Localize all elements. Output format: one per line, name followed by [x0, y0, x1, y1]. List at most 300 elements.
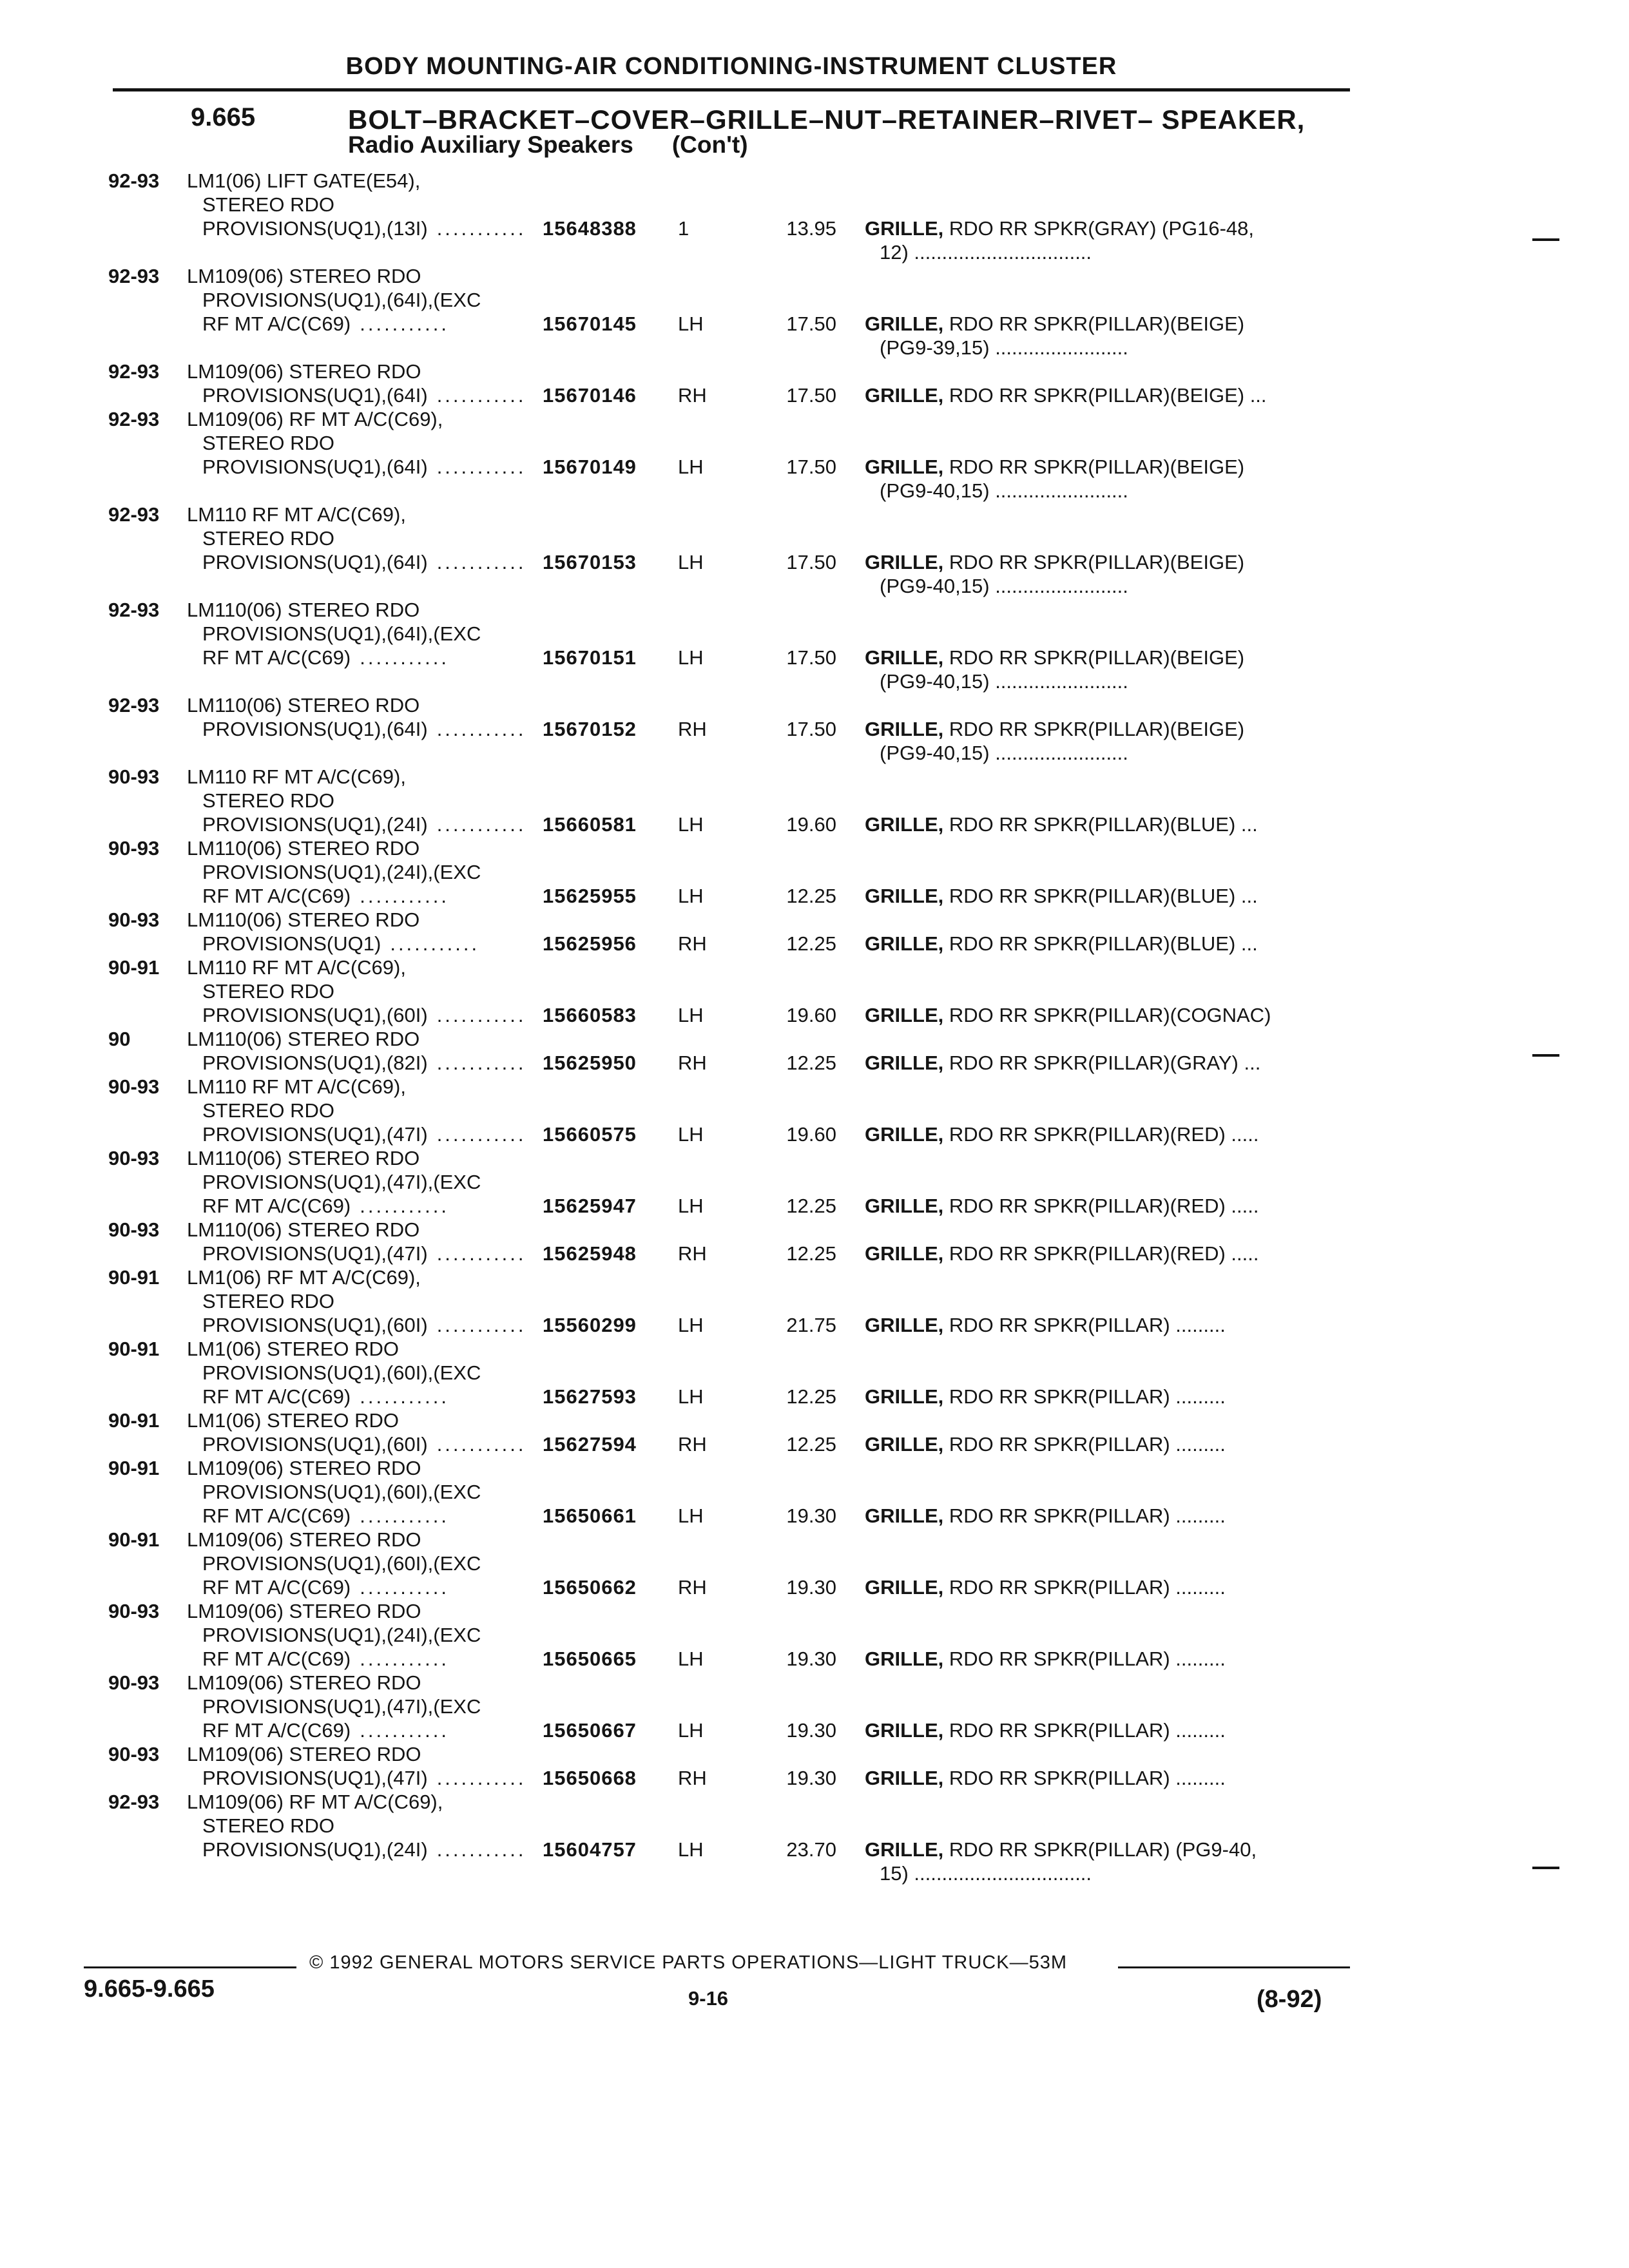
part-number: 15670145 — [543, 312, 637, 335]
application-line — [202, 1242, 526, 1265]
leader-dots: ........... — [360, 1195, 449, 1217]
entry-line — [0, 956, 1629, 979]
application-text: PROVISIONS(UQ1),(47I) — [202, 1242, 428, 1265]
application-text: LM109(06) STEREO RDO — [187, 1457, 421, 1479]
entry-line — [0, 1075, 1629, 1099]
entry-line — [0, 717, 1629, 741]
model-year: 92-93 — [108, 360, 160, 383]
model-year: 92-93 — [108, 169, 160, 192]
price: 21.75 — [786, 1314, 836, 1336]
application-text: LM1(06) STEREO RDO — [187, 1409, 400, 1432]
price: 12.25 — [786, 1242, 836, 1265]
leader-dots: ........... — [360, 1576, 449, 1599]
margin-mark — [1532, 238, 1559, 241]
part-number: 15650662 — [543, 1576, 637, 1599]
entry-line — [0, 1361, 1629, 1385]
entry-line — [0, 1671, 1629, 1695]
part-description: GRILLE, RDO RR SPKR(PILLAR)(BEIGE) — [865, 312, 1245, 335]
leader-dots: ........... — [360, 885, 449, 907]
section-number: 9.665 — [191, 103, 256, 131]
part-number: 15625950 — [543, 1052, 637, 1074]
application-text: PROVISIONS(UQ1),(47I) — [202, 1123, 428, 1146]
application-text: PROVISIONS(UQ1),(13I) — [202, 217, 428, 240]
application-line — [202, 1313, 526, 1337]
application-line — [202, 1432, 526, 1456]
application-text: LM110(06) STEREO RDO — [187, 908, 420, 931]
application-line — [202, 1194, 449, 1218]
parts-entry — [0, 407, 1629, 503]
parts-entry — [0, 360, 1629, 407]
entry-line — [0, 1194, 1629, 1218]
part-number: 15670151 — [543, 646, 637, 669]
application-line — [202, 1003, 526, 1027]
entry-line — [0, 908, 1629, 932]
application-text: LM109(06) STEREO RDO — [187, 265, 421, 287]
parts-entry — [0, 503, 1629, 598]
application-line — [202, 812, 526, 836]
part-number: 15650668 — [543, 1767, 637, 1789]
part-description: GRILLE, RDO RR SPKR(PILLAR) ......... — [865, 1385, 1226, 1408]
application-text: LM1(06) STEREO RDO — [187, 1338, 400, 1360]
application-text: PROVISIONS(UQ1),(64I) — [202, 551, 428, 573]
leader-dots: ........... — [436, 1767, 526, 1789]
entry-line — [0, 336, 1629, 360]
entry-line — [0, 1623, 1629, 1647]
application-text: PROVISIONS(UQ1),(47I),(EXC — [202, 1695, 481, 1718]
application-text: LM109(06) STEREO RDO — [187, 360, 421, 383]
application-text: PROVISIONS(UQ1),(64I) — [202, 456, 428, 478]
price: 19.30 — [786, 1504, 836, 1527]
entry-line — [0, 1265, 1629, 1289]
parts-entry — [0, 169, 1629, 264]
application-text: RF MT A/C(C69) — [202, 312, 351, 335]
application-text: RF MT A/C(C69) — [202, 1385, 351, 1408]
leader-dots: ........... — [436, 551, 526, 573]
entry-line — [0, 1718, 1629, 1742]
leader-dots: ........... — [436, 456, 526, 478]
application-line — [202, 884, 449, 908]
part-number: 15650665 — [543, 1648, 637, 1670]
part-description: GRILLE, RDO RR SPKR(PILLAR) ......... — [865, 1504, 1226, 1527]
application-text: PROVISIONS(UQ1),(47I),(EXC — [202, 1171, 481, 1193]
entry-line — [0, 503, 1629, 526]
margin-mark — [1532, 1867, 1559, 1869]
entry-line — [0, 669, 1629, 693]
entry-line — [0, 1814, 1629, 1838]
application-line — [202, 1385, 449, 1408]
entry-line — [0, 789, 1629, 812]
entry-line — [0, 812, 1629, 836]
footer-copyright: © 1992 GENERAL MOTORS SERVICE PARTS OPERATIONS—LIGHT TRUCK—53M — [309, 1952, 1067, 1973]
application-text: LM109(06) STEREO RDO — [187, 1671, 421, 1694]
leader-dots: ........... — [436, 217, 526, 240]
entry-line — [0, 240, 1629, 264]
entry-line — [0, 646, 1629, 669]
part-number: 15625947 — [543, 1195, 637, 1217]
model-year: 90-91 — [108, 1409, 160, 1432]
leader-dots: ........... — [436, 1052, 526, 1074]
section-subtitle-text: Radio Auxiliary Speakers — [348, 131, 633, 158]
model-year: 92-93 — [108, 265, 160, 287]
application-text: PROVISIONS(UQ1),(47I) — [202, 1767, 428, 1789]
quantity-side: LH — [678, 1123, 704, 1146]
application-line — [202, 1718, 449, 1742]
part-description: GRILLE, RDO RR SPKR(PILLAR)(BEIGE) — [865, 456, 1245, 478]
part-number: 15660581 — [543, 813, 637, 836]
model-year: 92-93 — [108, 1791, 160, 1813]
application-text: PROVISIONS(UQ1),(24I),(EXC — [202, 1624, 481, 1646]
part-description: GRILLE, RDO RR SPKR(PILLAR)(BEIGE) — [865, 551, 1245, 573]
quantity-side: 1 — [678, 217, 689, 240]
entry-line — [0, 1003, 1629, 1027]
entry-line — [0, 1790, 1629, 1814]
leader-dots: ........... — [360, 1719, 449, 1742]
section-continued: (Con't) — [671, 131, 748, 158]
header-rule — [113, 88, 1350, 91]
entry-line — [0, 1647, 1629, 1671]
entry-line — [0, 1170, 1629, 1194]
application-text: RF MT A/C(C69) — [202, 1648, 351, 1670]
application-text: LM110 RF MT A/C(C69), — [187, 1075, 406, 1098]
entry-line — [0, 1861, 1629, 1885]
application-text: PROVISIONS(UQ1),(24I),(EXC — [202, 861, 481, 883]
entry-line — [0, 216, 1629, 240]
margin-mark — [1532, 1054, 1559, 1057]
application-text: STEREO RDO — [202, 1814, 334, 1837]
application-line — [202, 455, 526, 479]
application-text: LM110(06) STEREO RDO — [187, 694, 420, 716]
part-description: GRILLE, RDO RR SPKR(PILLAR)(BLUE) ... — [865, 885, 1258, 907]
leader-dots: ........... — [360, 312, 449, 335]
application-text: PROVISIONS(UQ1),(60I) — [202, 1433, 428, 1456]
price: 19.60 — [786, 1004, 836, 1026]
part-number: 15670153 — [543, 551, 637, 573]
part-number: 15670152 — [543, 718, 637, 740]
application-text: LM1(06) RF MT A/C(C69), — [187, 1266, 421, 1289]
parts-entry — [0, 1408, 1629, 1456]
price: 17.50 — [786, 384, 836, 407]
quantity-side: LH — [678, 456, 704, 478]
entry-line — [0, 479, 1629, 503]
quantity-side: LH — [678, 813, 704, 836]
entry-line — [0, 1456, 1629, 1480]
parts-entry — [0, 1337, 1629, 1408]
application-text: RF MT A/C(C69) — [202, 646, 351, 669]
parts-entry — [0, 693, 1629, 765]
application-line — [202, 932, 479, 956]
parts-entry — [0, 598, 1629, 693]
part-number: 15648388 — [543, 217, 637, 240]
model-year: 90-93 — [108, 1218, 160, 1241]
entry-line — [0, 622, 1629, 646]
application-text: LM110(06) STEREO RDO — [187, 837, 420, 860]
parts-entry — [0, 1265, 1629, 1337]
quantity-side: RH — [678, 1767, 707, 1789]
application-line — [202, 1122, 526, 1146]
entry-line — [0, 1480, 1629, 1504]
part-description: GRILLE, RDO RR SPKR(PILLAR) ......... — [865, 1576, 1226, 1599]
model-year: 90-93 — [108, 1671, 160, 1694]
leader-dots: ........... — [436, 718, 526, 740]
leader-dots: ........... — [436, 1314, 526, 1336]
parts-entry — [0, 1218, 1629, 1265]
part-number: 15670146 — [543, 384, 637, 407]
parts-entry — [0, 836, 1629, 908]
part-description: GRILLE, RDO RR SPKR(PILLAR) ......... — [865, 1648, 1226, 1670]
entry-line — [0, 1146, 1629, 1170]
price: 17.50 — [786, 456, 836, 478]
price: 12.25 — [786, 1433, 836, 1456]
entry-line — [0, 1575, 1629, 1599]
part-number: 15627593 — [543, 1385, 637, 1408]
quantity-side: RH — [678, 1242, 707, 1265]
part-number: 15625948 — [543, 1242, 637, 1265]
entry-line — [0, 550, 1629, 574]
model-year: 90-91 — [108, 1266, 160, 1289]
part-number: 15650661 — [543, 1504, 637, 1527]
application-text: PROVISIONS(UQ1),(60I),(EXC — [202, 1552, 481, 1575]
price: 17.50 — [786, 718, 836, 740]
entry-line — [0, 1242, 1629, 1265]
model-year: 90-93 — [108, 908, 160, 931]
entry-line — [0, 574, 1629, 598]
application-line — [202, 717, 526, 741]
application-text: LM110(06) STEREO RDO — [187, 1028, 420, 1050]
part-description: GRILLE, RDO RR SPKR(PILLAR)(BLUE) ... — [865, 932, 1258, 955]
parts-entry — [0, 1146, 1629, 1218]
application-text: RF MT A/C(C69) — [202, 1719, 351, 1742]
parts-entry — [0, 1027, 1629, 1075]
model-year: 90-93 — [108, 1075, 160, 1098]
entry-line — [0, 1313, 1629, 1337]
application-text: STEREO RDO — [202, 980, 334, 1003]
entry-line — [0, 1504, 1629, 1528]
footer-page-number: 9-16 — [688, 1987, 729, 2010]
price: 19.30 — [786, 1648, 836, 1670]
leader-dots: ........... — [436, 813, 526, 836]
entry-line — [0, 1742, 1629, 1766]
entry-line — [0, 932, 1629, 956]
part-description: GRILLE, RDO RR SPKR(GRAY) (PG16-48, — [865, 217, 1255, 240]
leader-dots: ........... — [436, 1242, 526, 1265]
application-text: STEREO RDO — [202, 193, 334, 216]
price: 19.60 — [786, 1123, 836, 1146]
model-year: 92-93 — [108, 408, 160, 430]
application-line — [202, 1766, 526, 1790]
part-number: 15625956 — [543, 932, 637, 955]
footer-section-range: 9.665-9.665 — [84, 1975, 215, 2003]
model-year: 90-93 — [108, 837, 160, 860]
application-text: PROVISIONS(UQ1),(64I) — [202, 718, 428, 740]
entry-line — [0, 1051, 1629, 1075]
entry-line — [0, 360, 1629, 383]
quantity-side: RH — [678, 1052, 707, 1074]
price: 12.25 — [786, 1195, 836, 1217]
part-description: GRILLE, RDO RR SPKR(PILLAR) ......... — [865, 1433, 1226, 1456]
parts-entry — [0, 1671, 1629, 1742]
application-text: PROVISIONS(UQ1),(64I) — [202, 384, 428, 407]
entry-line — [0, 741, 1629, 765]
part-number: 15625955 — [543, 885, 637, 907]
entry-line — [0, 1599, 1629, 1623]
price: 17.50 — [786, 312, 836, 335]
part-description: GRILLE, RDO RR SPKR(PILLAR) ......... — [865, 1314, 1226, 1336]
entry-line — [0, 884, 1629, 908]
application-text: PROVISIONS(UQ1),(24I) — [202, 813, 428, 836]
parts-list — [0, 169, 1629, 1885]
quantity-side: LH — [678, 1838, 704, 1861]
part-number: 15604757 — [543, 1838, 637, 1861]
part-number: 15660575 — [543, 1123, 637, 1146]
entry-line — [0, 1218, 1629, 1242]
application-text: LM1(06) LIFT GATE(E54), — [187, 169, 421, 192]
application-text: LM110 RF MT A/C(C69), — [187, 765, 406, 788]
footer-date: (8-92) — [1257, 1986, 1322, 2013]
quantity-side: LH — [678, 1385, 704, 1408]
quantity-side: RH — [678, 1576, 707, 1599]
application-text: LM110 RF MT A/C(C69), — [187, 503, 406, 526]
quantity-side: LH — [678, 312, 704, 335]
application-text: LM110(06) STEREO RDO — [187, 599, 420, 621]
leader-dots: ........... — [360, 1385, 449, 1408]
entry-line — [0, 526, 1629, 550]
part-description: GRILLE, RDO RR SPKR(PILLAR)(RED) ..... — [865, 1123, 1259, 1146]
application-text: PROVISIONS(UQ1),(82I) — [202, 1052, 428, 1074]
part-description: GRILLE, RDO RR SPKR(PILLAR)(GRAY) ... — [865, 1052, 1261, 1074]
application-text: RF MT A/C(C69) — [202, 885, 351, 907]
application-line — [202, 1575, 449, 1599]
leader-dots: ........... — [436, 1838, 526, 1861]
leader-dots: ........... — [436, 384, 526, 407]
entry-line — [0, 169, 1629, 193]
application-text: PROVISIONS(UQ1),(64I),(EXC — [202, 622, 481, 645]
application-text: LM109(06) RF MT A/C(C69), — [187, 408, 443, 430]
entry-line — [0, 693, 1629, 717]
part-description: GRILLE, RDO RR SPKR(PILLAR)(BEIGE) — [865, 646, 1245, 669]
application-text: RF MT A/C(C69) — [202, 1195, 351, 1217]
model-year: 92-93 — [108, 694, 160, 716]
part-description: (PG9-40,15) ........................ — [880, 479, 1128, 502]
application-line — [202, 550, 526, 574]
price: 23.70 — [786, 1838, 836, 1861]
part-description: 12) ................................ — [880, 241, 1092, 264]
footer-rule — [1118, 1966, 1350, 1968]
part-description: GRILLE, RDO RR SPKR(PILLAR)(BEIGE) ... — [865, 384, 1267, 407]
part-description: GRILLE, RDO RR SPKR(PILLAR)(COGNAC) — [865, 1004, 1271, 1026]
model-year: 92-93 — [108, 503, 160, 526]
entry-line — [0, 860, 1629, 884]
entry-line — [0, 1408, 1629, 1432]
application-text: LM110 RF MT A/C(C69), — [187, 956, 406, 979]
price: 19.30 — [786, 1767, 836, 1789]
model-year: 90 — [108, 1028, 131, 1050]
part-description: GRILLE, RDO RR SPKR(PILLAR) (PG9-40, — [865, 1838, 1257, 1861]
leader-dots: ........... — [360, 646, 449, 669]
entry-line — [0, 407, 1629, 431]
model-year: 90-91 — [108, 1457, 160, 1479]
quantity-side: LH — [678, 1648, 704, 1670]
parts-entry — [0, 1790, 1629, 1885]
application-line — [202, 646, 449, 669]
entry-line — [0, 431, 1629, 455]
part-description: (PG9-40,15) ........................ — [880, 670, 1128, 693]
part-number: 15670149 — [543, 456, 637, 478]
model-year: 90-91 — [108, 1528, 160, 1551]
entry-line — [0, 1027, 1629, 1051]
quantity-side: RH — [678, 384, 707, 407]
application-text: STEREO RDO — [202, 1099, 334, 1122]
entry-line — [0, 598, 1629, 622]
quantity-side: RH — [678, 932, 707, 955]
application-text: RF MT A/C(C69) — [202, 1576, 351, 1599]
part-description: GRILLE, RDO RR SPKR(PILLAR)(RED) ..... — [865, 1195, 1259, 1217]
application-text: STEREO RDO — [202, 1290, 334, 1312]
application-text: PROVISIONS(UQ1),(60I),(EXC — [202, 1481, 481, 1503]
entry-line — [0, 1838, 1629, 1861]
parts-entry — [0, 264, 1629, 360]
entry-line — [0, 1432, 1629, 1456]
parts-entry — [0, 1742, 1629, 1790]
price: 12.25 — [786, 1052, 836, 1074]
application-text: PROVISIONS(UQ1),(60I),(EXC — [202, 1361, 481, 1384]
quantity-side: LH — [678, 885, 704, 907]
leader-dots: ........... — [360, 1648, 449, 1670]
application-text: STEREO RDO — [202, 789, 334, 812]
leader-dots: ........... — [436, 1123, 526, 1146]
part-number: 15627594 — [543, 1433, 637, 1456]
part-number: 15650667 — [543, 1719, 637, 1742]
leader-dots: ........... — [436, 1433, 526, 1456]
leader-dots: ........... — [436, 1004, 526, 1026]
entry-line — [0, 193, 1629, 216]
model-year: 90-93 — [108, 1600, 160, 1622]
entry-line — [0, 1122, 1629, 1146]
model-year: 92-93 — [108, 599, 160, 621]
leader-dots: ........... — [390, 932, 480, 955]
application-text: STEREO RDO — [202, 527, 334, 550]
part-description: GRILLE, RDO RR SPKR(PILLAR) ......... — [865, 1719, 1226, 1742]
quantity-side: LH — [678, 646, 704, 669]
price: 12.25 — [786, 885, 836, 907]
model-year: 90-93 — [108, 1743, 160, 1765]
application-text: PROVISIONS(UQ1),(64I),(EXC — [202, 289, 481, 311]
application-text: LM109(06) STEREO RDO — [187, 1743, 421, 1765]
quantity-side: LH — [678, 1314, 704, 1336]
quantity-side: LH — [678, 1195, 704, 1217]
entry-line — [0, 288, 1629, 312]
model-year: 90-91 — [108, 956, 160, 979]
entry-line — [0, 1552, 1629, 1575]
entry-line — [0, 264, 1629, 288]
parts-entry — [0, 1456, 1629, 1528]
part-description: GRILLE, RDO RR SPKR(PILLAR)(RED) ..... — [865, 1242, 1259, 1265]
price: 19.60 — [786, 813, 836, 836]
section-title: BOLT–BRACKET–COVER–GRILLE–NUT–RETAINER–RIVET– SPEAKER, — [348, 104, 1306, 135]
application-text: PROVISIONS(UQ1),(60I) — [202, 1004, 428, 1026]
price: 12.25 — [786, 1385, 836, 1408]
model-year: 90-93 — [108, 1147, 160, 1169]
application-line — [202, 1051, 526, 1075]
model-year: 90-91 — [108, 1338, 160, 1360]
quantity-side: LH — [678, 1504, 704, 1527]
application-line — [202, 1647, 449, 1671]
application-line — [202, 1838, 526, 1861]
part-number: 15560299 — [543, 1314, 637, 1336]
application-line — [202, 312, 449, 336]
parts-entry — [0, 1075, 1629, 1146]
price: 17.50 — [786, 551, 836, 573]
application-text: PROVISIONS(UQ1),(60I) — [202, 1314, 428, 1336]
